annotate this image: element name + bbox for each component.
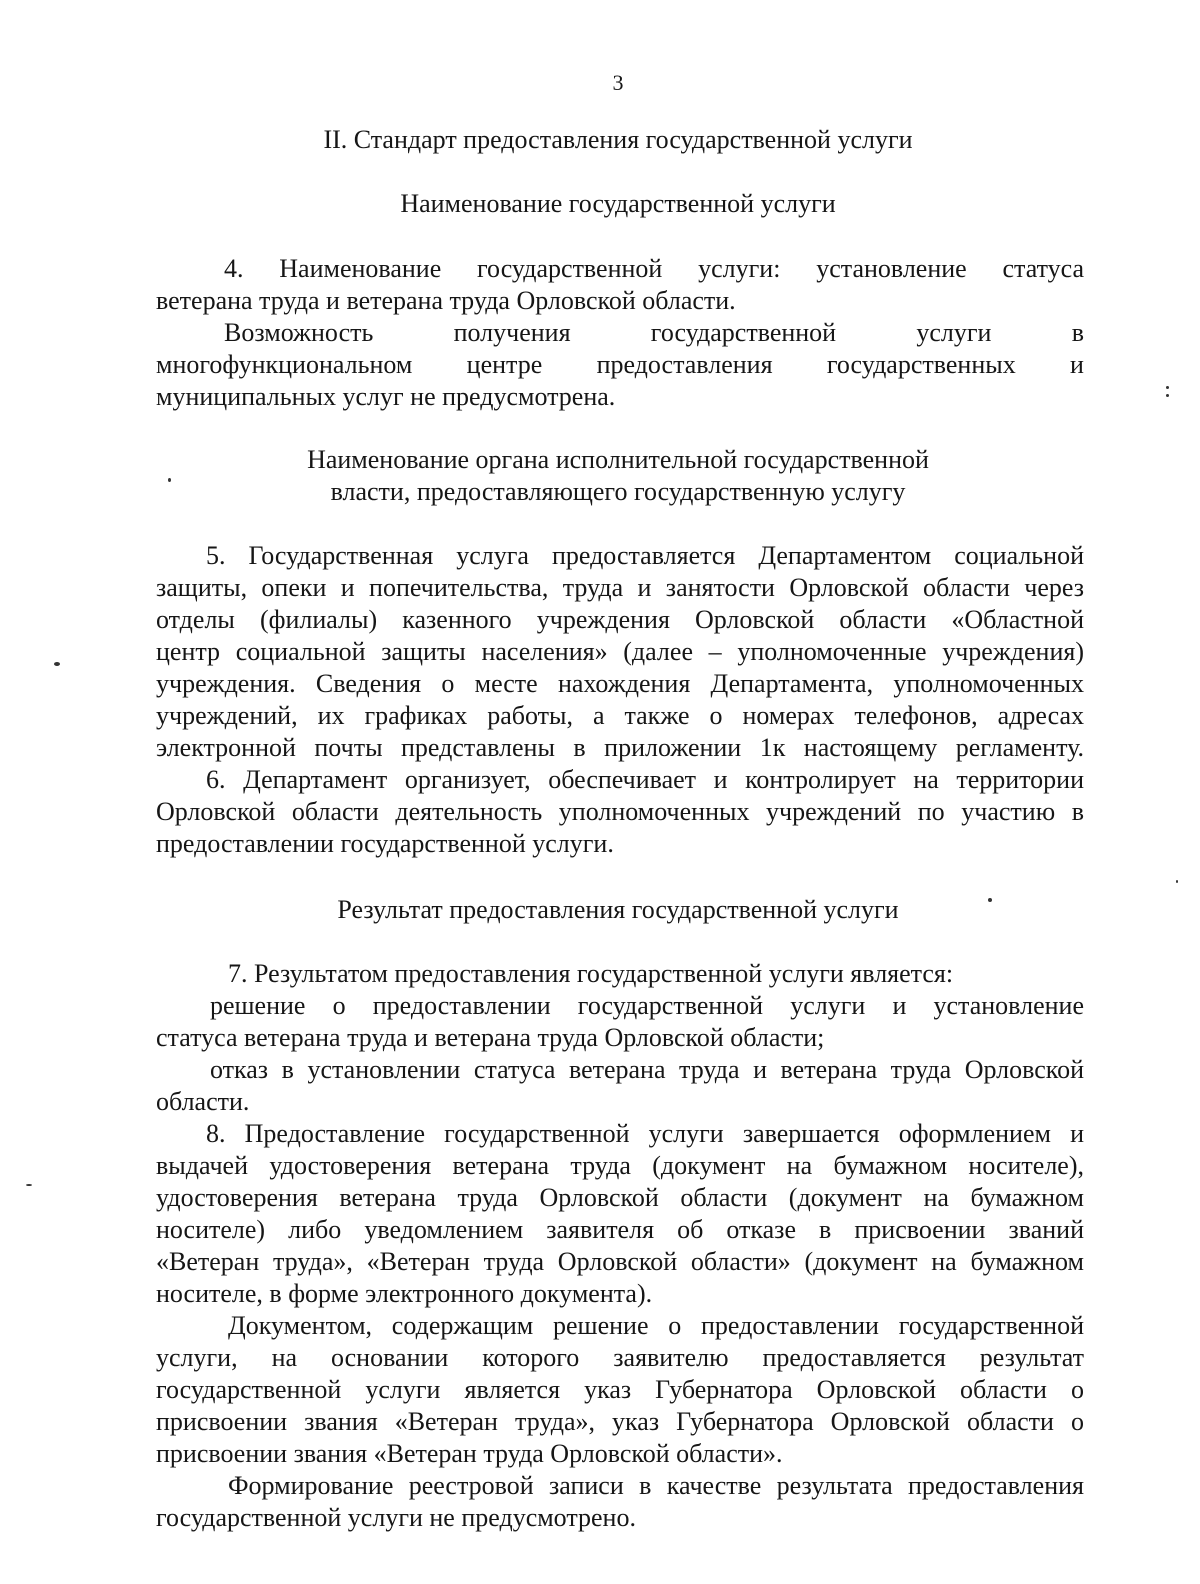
text-line: государственной услуги не предусмотрено. [156, 1503, 636, 1532]
word: многофункциональном [156, 350, 413, 379]
text-line: защиты, опеки и попечительства, труда и занятости Орловской области через [156, 573, 1084, 602]
word: и [1070, 350, 1084, 379]
scan-speck [26, 1184, 32, 1186]
scan-speck [1166, 394, 1169, 397]
heading-line: Наименование органа исполнительной государственной [307, 445, 929, 474]
heading-line: власти, предоставляющего государственную услугу [330, 477, 906, 506]
heading-result: Результат предоставления государственной услуги [337, 895, 899, 924]
text-line: носителе) либо уведомлением заявителя об отказе в присвоении званий [156, 1215, 1084, 1244]
text-line: выдачей удостоверения ветерана труда (документ на бумажном носителе), [156, 1151, 1084, 1180]
text-line: статуса ветерана труда и ветерана труда Орловской области; [156, 1023, 825, 1052]
word: государственной [650, 318, 837, 347]
word: центре [466, 350, 543, 379]
paragraph-5 [156, 540, 1084, 764]
heading-service-name: Наименование государственной услуги [400, 189, 836, 218]
text-line: области. [156, 1087, 250, 1116]
text-line: электронной почты представлены в приложении 1к настоящему регламенту. [156, 733, 1084, 762]
text-line: муниципальных услуг не предусмотрена. [156, 382, 616, 411]
scan-speck [1176, 880, 1178, 883]
text-line: присвоении звания «Ветеран труда», указ Губернатора Орловской области о [156, 1407, 1084, 1436]
word: предоставления [596, 350, 773, 379]
text-line [156, 349, 1084, 381]
text-line: услуги, на основании которого заявителю предоставляется результат [156, 1343, 1084, 1372]
text-line: 4. Наименование государственной услуги: установление статуса [224, 254, 1084, 283]
text-line: «Ветеран труда», «Ветеран труда Орловской области» (документ на бумажном [156, 1247, 1084, 1276]
paragraph-8 [156, 1118, 1084, 1310]
text-line: решение о предоставлении государственной услуги и установление [210, 991, 1084, 1020]
text-line: Формирование реестровой записи в качестве результата предоставления [228, 1471, 1084, 1500]
text-line: Орловской области деятельность уполномоченных учреждений по участию в [156, 797, 1084, 826]
text-line: Документом, содержащим решение о предоставлении государственной [228, 1311, 1084, 1340]
section-title: II. Стандарт предоставления государственной услуги [323, 125, 913, 154]
word: Возможность [224, 318, 374, 347]
paragraph-9 [156, 1310, 1084, 1470]
text-line: государственной услуги является указ Губернатора Орловской области о [156, 1375, 1084, 1404]
scan-speck [988, 898, 992, 902]
paragraph-10 [156, 1470, 1084, 1534]
text-line: 8. Предоставление государственной услуги завершается оформлением и [206, 1119, 1084, 1148]
paragraph-7 [156, 958, 1084, 1118]
text-line: 5. Государственная услуга предоставляется Департаментом социальной [206, 541, 1084, 570]
paragraph-4 [156, 253, 1084, 413]
scan-speck [168, 478, 171, 482]
word: государственных [826, 350, 1016, 379]
word: в [1071, 318, 1084, 347]
heading-authority [0, 444, 1200, 508]
scan-speck [54, 662, 60, 666]
scan-speck [1166, 386, 1169, 389]
text-line: учреждений, их графиках работы, а также о номерах телефонов, адресах [156, 701, 1084, 730]
word: услуги [916, 318, 992, 347]
text-line: предоставлении государственной услуги. [156, 829, 614, 858]
text-line: 6. Департамент организует, обеспечивает и контролирует на территории [206, 765, 1084, 794]
paragraph-6 [156, 764, 1084, 860]
text-line: 7. Результатом предоставления государственной услуги является: [228, 959, 954, 988]
text-line: отказ в установлении статуса ветерана труда и ветерана труда Орловской [210, 1055, 1084, 1084]
word: получения [453, 318, 571, 347]
text-line: ветерана труда и ветерана труда Орловской области. [156, 286, 736, 315]
text-line: носителе, в форме электронного документа). [156, 1279, 653, 1308]
text-line: удостоверения ветерана труда Орловской области (документ на бумажном [156, 1183, 1084, 1212]
text-line: отделы (филиалы) казенного учреждения Орловской области «Областной [156, 605, 1084, 634]
text-line: центр социальной защиты населения» (далее – уполномоченные учреждения) [156, 637, 1084, 666]
page-number: 3 [612, 70, 624, 95]
text-line: присвоении звания «Ветеран труда Орловской области». [156, 1439, 783, 1468]
text-line: учреждения. Сведения о месте нахождения Департамента, уполномоченных [156, 669, 1084, 698]
text-line [156, 317, 1084, 349]
